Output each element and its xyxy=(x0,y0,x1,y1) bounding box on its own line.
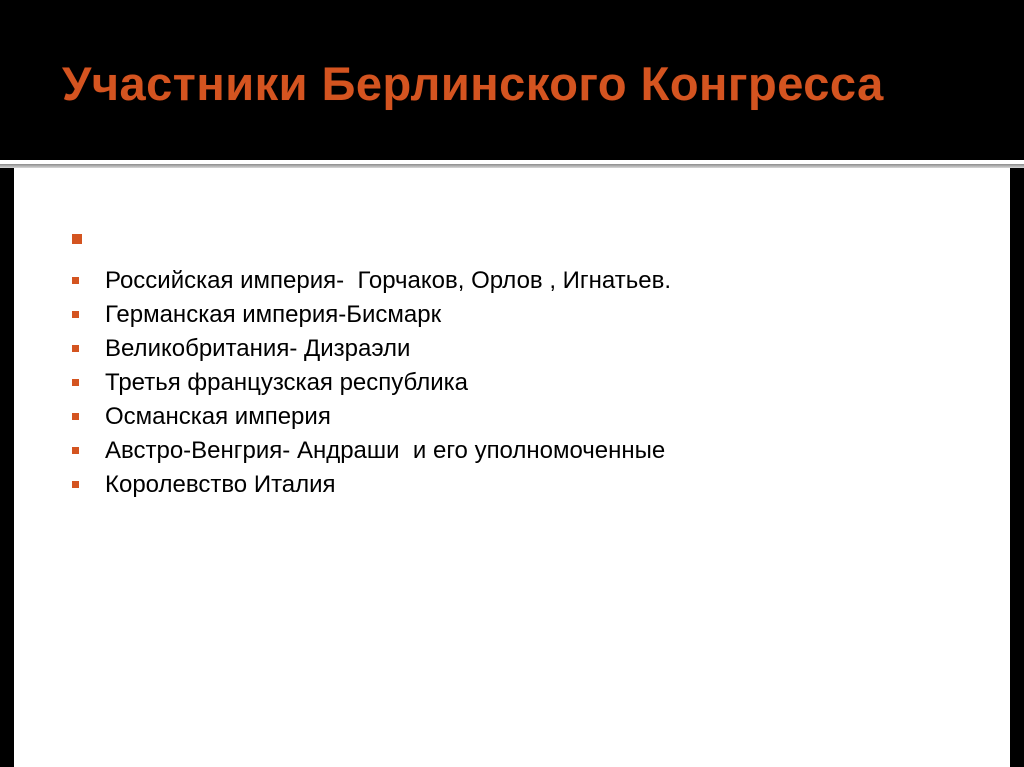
list-item-label: Османская империя xyxy=(105,403,331,430)
title-band xyxy=(0,0,1024,160)
empty-bullet-marker xyxy=(72,234,82,244)
list-item-label: Великобритания- Дизраэли xyxy=(105,335,411,362)
list-item-label: Третья французская республика xyxy=(105,369,468,396)
bullet-marker xyxy=(72,413,79,420)
list-item-label: Австро-Венгрия- Андраши и его уполномоченные xyxy=(105,437,666,464)
bullet-marker xyxy=(72,345,79,352)
list-item-label: Российская империя- Горчаков, Орлов , Игнатьев. xyxy=(105,267,672,294)
content-area xyxy=(14,168,1010,767)
bullet-marker xyxy=(72,447,79,454)
bullet-marker xyxy=(72,481,79,488)
bullet-marker xyxy=(72,379,79,386)
slide-title: Участники Берлинского Конгресса xyxy=(62,57,884,110)
list-item-label: Германская империя-Бисмарк xyxy=(105,301,442,328)
list-item-label: Королевство Италия xyxy=(105,471,336,498)
bullet-marker xyxy=(72,277,79,284)
bullet-marker xyxy=(72,311,79,318)
